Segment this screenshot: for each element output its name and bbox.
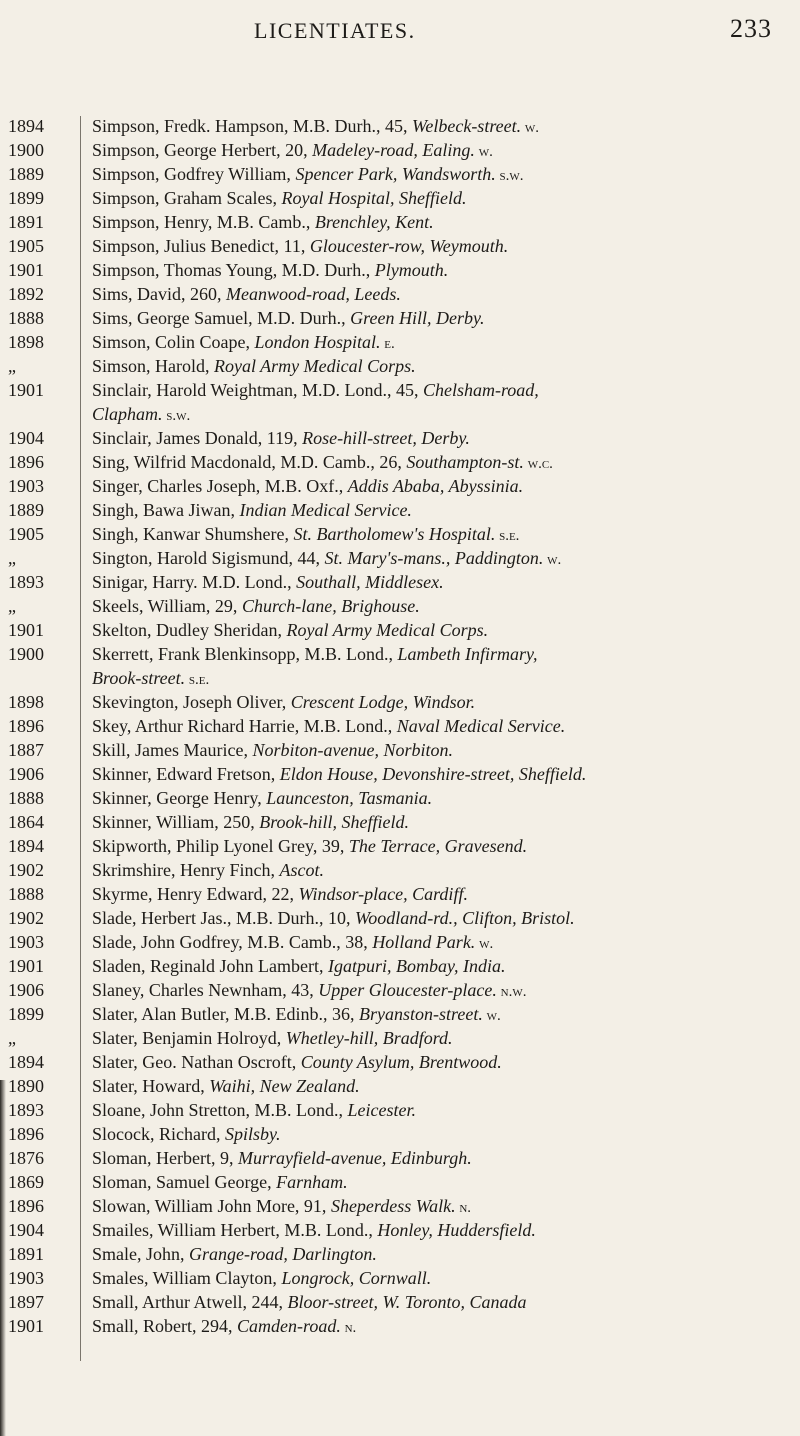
entry-address: Indian Medical Service. (239, 500, 412, 520)
entry-year: 1890 (8, 1076, 44, 1096)
entry-address: Plymouth. (374, 260, 449, 280)
entry-postal-district: w. (482, 1008, 501, 1024)
entry-year: 1896 (8, 1124, 44, 1144)
entry-address: Murrayfield-avenue, Edinburgh. (237, 1148, 472, 1168)
entry-text (92, 594, 792, 620)
entry-year: 1896 (8, 716, 44, 736)
entry-text (92, 1242, 792, 1268)
entry-year: 1896 (8, 452, 44, 472)
entry-text (92, 690, 792, 716)
entry-text (92, 1290, 792, 1316)
entry-name: Sing, Wilfrid Macdonald, M.D. Camb., 26, (92, 452, 407, 472)
entry-year: 1894 (8, 116, 44, 136)
list-item (0, 1170, 800, 1194)
entry-name: Singh, Bawa Jiwan, (92, 500, 240, 520)
list-item (0, 666, 800, 690)
entry-address: Launceston, Tasmania. (266, 788, 433, 808)
list-item (0, 930, 800, 954)
entry-name: Skipworth, Philip Lyonel Grey, 39, (92, 836, 349, 856)
entry-year: 1901 (8, 260, 44, 280)
entry-name: Sinclair, Harold Weightman, M.D. Lond., 45, (92, 380, 423, 400)
entry-address: Leicester. (347, 1100, 416, 1120)
entry-year: „ (8, 1028, 16, 1048)
entry-address: Meanwood-road, Leeds. (226, 284, 401, 304)
entry-year: 1897 (8, 1292, 44, 1312)
entry-year: 1894 (8, 836, 44, 856)
list-item (0, 474, 800, 498)
entry-address: Honley, Huddersfield. (377, 1220, 536, 1240)
entry-postal-district: n.w. (496, 984, 527, 1000)
entry-name: Slocock, Richard, (92, 1124, 225, 1144)
entry-address: Brenchley, Kent. (314, 212, 434, 232)
entry-text (92, 642, 792, 668)
entry-text (92, 498, 792, 524)
entry-year: 1903 (8, 1268, 44, 1288)
list-item (0, 546, 800, 570)
list-item (0, 186, 800, 210)
list-item (0, 1266, 800, 1290)
entry-text (92, 1122, 792, 1148)
list-item (0, 210, 800, 234)
entry-year: 1891 (8, 212, 44, 232)
list-item (0, 738, 800, 762)
entry-address: Clapham. (92, 404, 163, 424)
entry-year: 1876 (8, 1148, 44, 1168)
entry-name: Slowan, William John More, 91, (92, 1196, 331, 1216)
entry-address: Whetley-hill, Bradford. (285, 1028, 453, 1048)
list-item (0, 1146, 800, 1170)
entry-name: Singer, Charles Joseph, M.B. Oxf., (92, 476, 348, 496)
entry-year: 1901 (8, 620, 44, 640)
list-item (0, 906, 800, 930)
entry-year: 1889 (8, 500, 44, 520)
entry-text (92, 162, 792, 188)
entry-address: County Asylum, Brentwood. (300, 1052, 502, 1072)
entry-text (92, 1026, 792, 1052)
entry-address: Lambeth Infirmary, (397, 644, 538, 664)
entry-name: Small, Robert, 294, (92, 1316, 237, 1336)
entry-year: 1902 (8, 908, 44, 928)
list-item (0, 1074, 800, 1098)
entry-name: Skelton, Dudley Sheridan, (92, 620, 287, 640)
entry-address: Sheperdess Walk. (330, 1196, 456, 1216)
entry-text (92, 714, 792, 740)
entry-text (92, 186, 792, 212)
entry-name: Simson, Harold, (92, 356, 215, 376)
entry-address: Royal Army Medical Corps. (286, 620, 489, 640)
entry-name: Smailes, William Herbert, M.B. Lond., (92, 1220, 378, 1240)
list-item (0, 522, 800, 546)
entry-year: 1888 (8, 308, 44, 328)
entry-text (92, 1266, 792, 1292)
entry-address: Gloucester-row, Weymouth. (309, 236, 509, 256)
entry-address: Madeley-road, Ealing. (312, 140, 475, 160)
entry-name: Sinigar, Harry. M.D. Lond., (92, 572, 297, 592)
entry-year: 1905 (8, 524, 44, 544)
entry-text (92, 306, 792, 332)
list-item (0, 1218, 800, 1242)
entry-address: Bloor-street, W. Toronto, Canada (287, 1292, 527, 1312)
entry-text (92, 954, 792, 980)
entry-text (92, 474, 792, 500)
list-item (0, 810, 800, 834)
list-item (0, 1242, 800, 1266)
entry-name: Skill, James Maurice, (92, 740, 253, 760)
list-item (0, 1026, 800, 1050)
entry-postal-district: n. (340, 1320, 357, 1336)
entry-name: Simpson, Henry, M.B. Camb., (92, 212, 315, 232)
entry-year: 1864 (8, 812, 44, 832)
entry-year: 1888 (8, 884, 44, 904)
entry-year: 1904 (8, 428, 44, 448)
entry-name: Simpson, Julius Benedict, 11, (92, 236, 310, 256)
list-item (0, 138, 800, 162)
entry-address: Church-lane, Brighouse. (241, 596, 420, 616)
entry-text (92, 570, 792, 596)
entry-postal-district: w.c. (523, 456, 553, 472)
entry-name: Simpson, Fredk. Hampson, M.B. Durh., 45, (92, 116, 413, 136)
entry-name: Skyrme, Henry Edward, 22, (92, 884, 299, 904)
entry-name: Sims, George Samuel, M.D. Durh., (92, 308, 351, 328)
entry-postal-district: w. (521, 120, 540, 136)
list-item (0, 354, 800, 378)
entry-address: Holland Park. (372, 932, 476, 952)
entry-text (92, 354, 792, 380)
entry-name: Sloane, John Stretton, M.B. Lond., (92, 1100, 348, 1120)
list-item (0, 1002, 800, 1026)
entry-address: St. Bartholomew's Hospital. (293, 524, 496, 544)
list-item (0, 978, 800, 1002)
list-item (0, 306, 800, 330)
entry-text (92, 426, 792, 452)
entry-year: 1891 (8, 1244, 44, 1264)
entry-text (92, 1098, 792, 1124)
entry-address: Spilsby. (224, 1124, 281, 1144)
entry-address: Woodland-rd., Clifton, Bristol. (354, 908, 575, 928)
list-item (0, 594, 800, 618)
entry-address: Waihi, New Zealand. (209, 1076, 360, 1096)
entry-text (92, 114, 792, 140)
page-number: 233 (730, 14, 772, 43)
list-item (0, 714, 800, 738)
entry-year: 1901 (8, 1316, 44, 1336)
entry-name: Slaney, Charles Newnham, 43, (92, 980, 319, 1000)
entry-text (92, 858, 792, 884)
list-item (0, 1122, 800, 1146)
entry-postal-district: w. (475, 936, 494, 952)
entry-text (92, 1074, 792, 1100)
entry-text (92, 522, 792, 548)
entry-address: The Terrace, Gravesend. (348, 836, 528, 856)
licentiate-list (0, 114, 800, 1338)
page-header (0, 14, 800, 54)
entry-address: Eldon House, Devonshire-street, Sheffield. (279, 764, 587, 784)
entry-year: 1903 (8, 476, 44, 496)
entry-address: Camden-road. (237, 1316, 341, 1336)
entry-address: Farnham. (276, 1172, 348, 1192)
entry-address: Norbiton-avenue, Norbiton. (252, 740, 453, 760)
list-item (0, 1194, 800, 1218)
running-title: LICENTIATES. (254, 18, 416, 43)
entry-name: Skrimshire, Henry Finch, (92, 860, 280, 880)
entry-name: Simpson, Graham Scales, (92, 188, 282, 208)
list-item (0, 162, 800, 186)
entry-year: 1903 (8, 932, 44, 952)
entry-address: Spencer Park, Wandsworth. (295, 164, 496, 184)
entry-address: Upper Gloucester-place. (318, 980, 497, 1000)
entry-address: Southampton-st. (406, 452, 524, 472)
entry-name: Singh, Kanwar Shumshere, (92, 524, 294, 544)
entry-year: 1899 (8, 188, 44, 208)
entry-text (92, 930, 792, 956)
entry-year: 1892 (8, 284, 44, 304)
entry-text (92, 258, 792, 284)
entry-address: Bryanston-street. (359, 1004, 483, 1024)
entry-year: 1900 (8, 140, 44, 160)
entry-year: 1898 (8, 692, 44, 712)
entry-text (92, 378, 792, 404)
entry-text (92, 978, 792, 1004)
entry-text (92, 762, 792, 788)
entry-year: 1906 (8, 764, 44, 784)
entry-address: Naval Medical Service. (396, 716, 566, 736)
entry-name: Sladen, Reginald John Lambert, (92, 956, 328, 976)
entry-text (92, 330, 792, 356)
entry-name: Skevington, Joseph Oliver, (92, 692, 291, 712)
entry-name: Slade, John Godfrey, M.B. Camb., 38, (92, 932, 373, 952)
entry-postal-district: e. (380, 336, 395, 352)
entry-name: Sloman, Samuel George, (92, 1172, 277, 1192)
entry-address: Addis Ababa, Abyssinia. (347, 476, 524, 496)
entry-address: Green Hill, Derby. (350, 308, 485, 328)
entry-name: Sims, David, 260, (92, 284, 227, 304)
entry-text (92, 402, 792, 428)
list-item (0, 234, 800, 258)
entry-year: 1901 (8, 380, 44, 400)
list-item (0, 786, 800, 810)
entry-text (92, 738, 792, 764)
entry-year: 1894 (8, 1052, 44, 1072)
entry-name: Slade, Herbert Jas., M.B. Durh., 10, (92, 908, 355, 928)
list-item (0, 570, 800, 594)
entry-year: 1888 (8, 788, 44, 808)
entry-address: Longrock, Cornwall. (281, 1268, 432, 1288)
entry-year: „ (8, 356, 16, 376)
entry-year: 1904 (8, 1220, 44, 1240)
entry-year: 1902 (8, 860, 44, 880)
entry-name: Slater, Benjamin Holroyd, (92, 1028, 286, 1048)
entry-year: 1889 (8, 164, 44, 184)
list-item (0, 498, 800, 522)
entry-text (92, 1002, 792, 1028)
list-item (0, 954, 800, 978)
entry-address: Igatpuri, Bombay, India. (327, 956, 506, 976)
list-item (0, 426, 800, 450)
entry-text (92, 138, 792, 164)
entry-name: Simpson, Godfrey William, (92, 164, 296, 184)
entry-address: Southall, Middlesex. (296, 572, 444, 592)
entry-name: Smales, William Clayton, (92, 1268, 282, 1288)
entry-year: „ (8, 596, 16, 616)
entry-name: Sington, Harold Sigismund, 44, (92, 548, 325, 568)
list-item (0, 258, 800, 282)
entry-postal-district: s.w. (495, 168, 524, 184)
entry-address: Chelsham-road, (422, 380, 539, 400)
entry-address: Crescent Lodge, Windsor. (290, 692, 476, 712)
entry-text (92, 810, 792, 836)
list-item (0, 330, 800, 354)
list-item (0, 450, 800, 474)
entry-text (92, 882, 792, 908)
entry-name: Slater, Geo. Nathan Oscroft, (92, 1052, 301, 1072)
entry-postal-district: w. (474, 144, 493, 160)
entry-postal-district: s.e. (495, 528, 520, 544)
entry-name: Skinner, George Henry, (92, 788, 267, 808)
entry-text (92, 666, 792, 692)
list-item (0, 882, 800, 906)
entry-address: Grange-road, Darlington. (189, 1244, 377, 1264)
entry-text (92, 1314, 792, 1340)
entry-name: Slater, Howard, (92, 1076, 210, 1096)
entry-year: 1899 (8, 1004, 44, 1024)
entry-text (92, 1194, 792, 1220)
entry-year: 1898 (8, 332, 44, 352)
entry-text (92, 906, 792, 932)
entry-text (92, 234, 792, 260)
entry-name: Simpson, George Herbert, 20, (92, 140, 313, 160)
list-item (0, 402, 800, 426)
entry-address: Royal Army Medical Corps. (214, 356, 416, 376)
entry-address: Rose-hill-street, Derby. (302, 428, 470, 448)
entry-name: Smale, John, (92, 1244, 189, 1264)
entry-name: Simson, Colin Coape, (92, 332, 255, 352)
entry-address: Brook-street. (92, 668, 186, 688)
page-edge-shadow (0, 1080, 6, 1436)
entry-name: Skerrett, Frank Blenkinsopp, M.B. Lond., (92, 644, 398, 664)
entry-name: Skeels, William, 29, (92, 596, 242, 616)
entry-text (92, 1170, 792, 1196)
entry-postal-district: w. (543, 552, 562, 568)
entry-address: Windsor-place, Cardiff. (298, 884, 468, 904)
entry-postal-district: n. (455, 1200, 472, 1216)
list-item (0, 642, 800, 666)
entry-year: „ (8, 548, 16, 568)
list-item (0, 618, 800, 642)
entry-text (92, 1050, 792, 1076)
entry-year: 1901 (8, 956, 44, 976)
entry-year: 1869 (8, 1172, 44, 1192)
list-item (0, 114, 800, 138)
entry-year: 1906 (8, 980, 44, 1000)
entry-address: Welbeck-street. (412, 116, 522, 136)
entry-text (92, 282, 792, 308)
entry-year: 1887 (8, 740, 44, 760)
entry-text (92, 210, 792, 236)
list-item (0, 858, 800, 882)
list-item (0, 1290, 800, 1314)
list-item (0, 1098, 800, 1122)
entry-name: Simpson, Thomas Young, M.D. Durh., (92, 260, 375, 280)
entry-address: Royal Hospital, Sheffield. (281, 188, 467, 208)
entry-text (92, 546, 792, 572)
list-item (0, 1050, 800, 1074)
entry-year: 1900 (8, 644, 44, 664)
entry-name: Small, Arthur Atwell, 244, (92, 1292, 288, 1312)
entry-name: Skinner, Edward Fretson, (92, 764, 280, 784)
list-item (0, 282, 800, 306)
entry-year: 1893 (8, 572, 44, 592)
list-item (0, 378, 800, 402)
entry-year: 1905 (8, 236, 44, 256)
entry-address: St. Mary's-mans., Paddington. (324, 548, 544, 568)
entry-text (92, 834, 792, 860)
entry-text (92, 786, 792, 812)
entry-name: Sinclair, James Donald, 119, (92, 428, 303, 448)
entry-name: Slater, Alan Butler, M.B. Edinb., 36, (92, 1004, 360, 1024)
entry-address: Brook-hill, Sheffield. (259, 812, 410, 832)
entry-text (92, 618, 792, 644)
entry-year: 1896 (8, 1196, 44, 1216)
entry-name: Skey, Arthur Richard Harrie, M.B. Lond., (92, 716, 397, 736)
list-item (0, 762, 800, 786)
entry-text (92, 1146, 792, 1172)
entry-address: Ascot. (279, 860, 324, 880)
list-item (0, 690, 800, 714)
entry-name: Skinner, William, 250, (92, 812, 260, 832)
entry-postal-district: s.w. (162, 408, 191, 424)
entry-address: London Hospital. (254, 332, 381, 352)
entry-text (92, 1218, 792, 1244)
entry-postal-district: s.e. (185, 672, 210, 688)
entry-text (92, 450, 792, 476)
list-item (0, 834, 800, 858)
list-item (0, 1314, 800, 1338)
entry-year: 1893 (8, 1100, 44, 1120)
entry-name: Sloman, Herbert, 9, (92, 1148, 238, 1168)
